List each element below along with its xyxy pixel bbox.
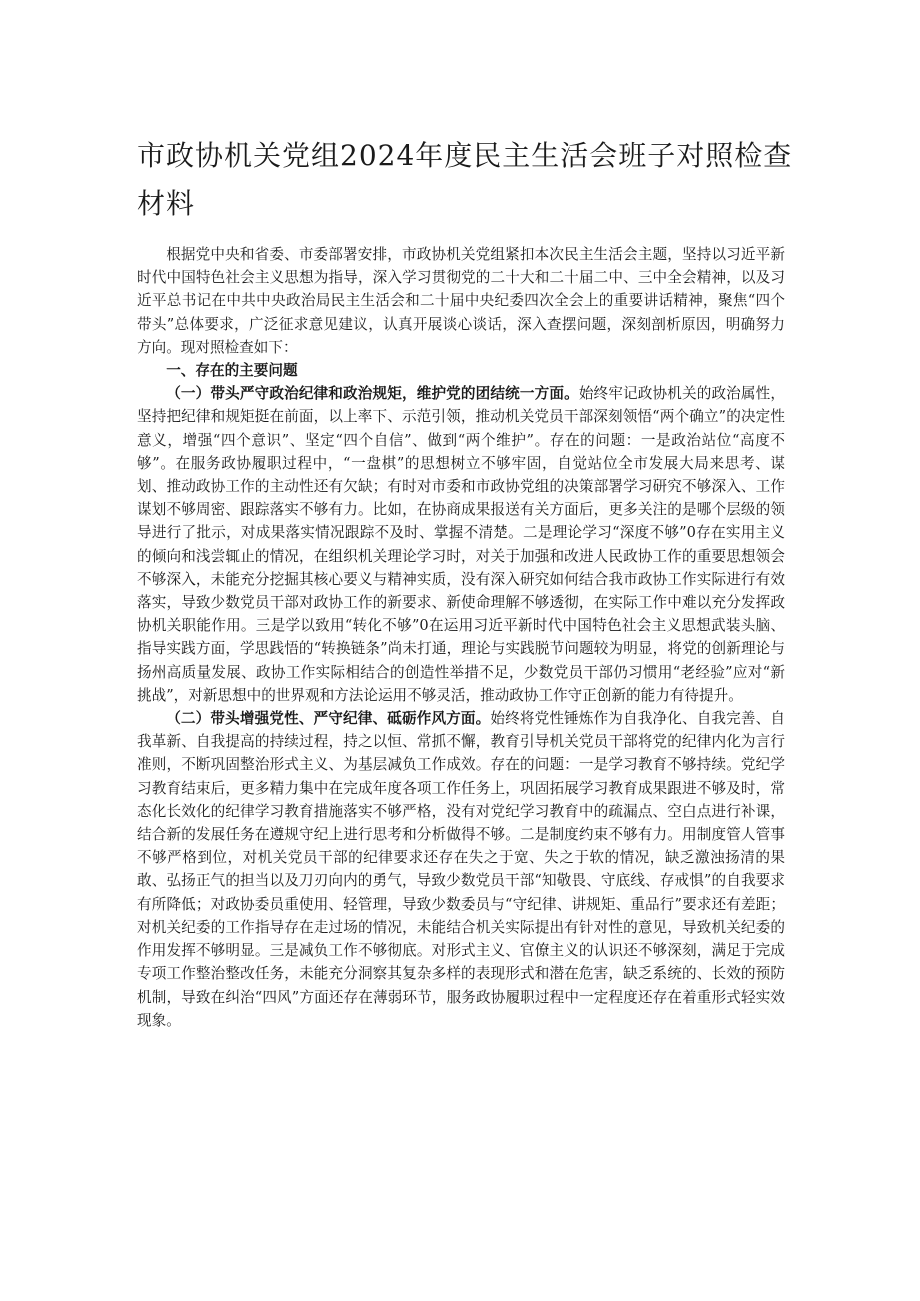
item-1-paragraph bbox=[137, 382, 785, 707]
intro-paragraph: 根据党中央和省委、市委部署安排，市政协机关党组紧扣本次民主生活会主题，坚持以习近平新时代中国特色社会主义思想为指导，深入学习贯彻党的二十大和二十届二中、三中全会精神，以及习近平总书记在中共中央政治局民主生活会和二十届中央纪委四次全会上的重要讲话精神，聚焦“四个带头”总体要求，广泛征求意见建议，认真开展谈心谈话，深入查摆问题，深刻剖析原因，明确努力方向。现对照检查如下： bbox=[137, 246, 785, 356]
item-2-paragraph bbox=[137, 707, 785, 1032]
item-2-text: 始终将党性锤炼作为自我净化、自我完善、自我革新、自我提高的持续过程，持之以恒、常抓不懈，教育引导机关党员干部将党的纪律内化为言行准则，不断巩固整治形式主义、为基层减负工作成效。存在的问题：一是学习教育不够持续。党纪学习教育结束后，更多精力集中在完成年度各项工作任务上，巩固拓展学习教育成果跟进不够及时，常态化长效化的纪律学习教育措施落实不够严格，没有对党纪学习教育中的疏漏点、空白点进行补课，结合新的发展任务在遵规守纪上进行思考和分析做得不够。二是制度约束不够有力。用制度管人管事不够严格到位，对机关党员干部的纪律要求还存在失之于宽、失之于软的情况，缺乏激浊扬清的果敢、弘扬正气的担当以及刀刃向内的勇气，导致少数党员干部“知敬畏、守底线、存戒惧”的自我要求有所降低；对政协委员重使用、轻管理，导致少数委员与“守纪律、讲规矩、重品行”要求还有差距；对机关纪委的工作指导存在走过场的情况，未能结合机关实际提出有针对性的意见，导致机关纪委的作用发挥不够明显。三是减负工作不够彻底。对形式主义、官僚主义的认识还不够深刻，满足于完成专项工作整治整改任务，未能充分洞察其复杂多样的表现形式和潜在危害，缺乏系统的、长效的预防机制，导致在纠治“四风”方面还存在薄弱环节，服务政协履职过程中一定程度还存在着重形式轻实效现象。 bbox=[137, 710, 785, 1029]
item-1-text: 始终牢记政协机关的政治属性，坚持把纪律和规矩挺在前面，以上率下、示范引领，推动机关党员干部深刻领悟“两个确立”的决定性意义，增强“四个意识”、坚定“四个自信”、做到“两个维护”。存在的问题：一是政治站位“高度不够”。在服务政协履职过程中，“一盘棋”的思想树立不够牢固，自觉站位全市发展大局来思考、谋划、推动政协工作的主动性还有欠缺；有时对市委和市政协党组的决策部署学习研究不够深入、工作谋划不够周密、跟踪落实不够有力。比如，在协商成果报送有关方面后，更多关注的是哪个层级的领导进行了批示，对成果落实情况跟踪不及时、掌握不清楚。二是理论学习“深度不够”0存在实用主义的倾向和浅尝辄止的情况，在组织机关理论学习时，对关于加强和改进人民政协工作的重要思想领会不够深入，未能充分挖掘其核心要义与精神实质，没有深入研究如何结合我市政协工作实际进行有效落实，导致少数党员干部对政协工作的新要求、新使命理解不够透彻，在实际工作中难以充分发挥政协机关职能作用。三是学以致用“转化不够”0在运用习近平新时代中国特色社会主义思想武装头脑、指导实践方面，学思践悟的“转换链条”尚未打通，理论与实践脱节问题较为明显，将党的创新理论与扬州高质量发展、政协工作实际相结合的创造性举措不足，少数党员干部仍习惯用“老经验”应对“新挑战”，对新思想中的世界观和方法论运用不够灵活，推动政协工作守正创新的能力有待提升。 bbox=[137, 385, 785, 704]
document-body bbox=[137, 243, 785, 1032]
section-heading: 一、存在的主要问题 bbox=[166, 362, 298, 380]
item-2-lead: （二）带头增强党性、严守纪律、砥砺作风方面。 bbox=[166, 710, 491, 728]
item-1-lead: （一）带头严守政治纪律和政治规矩，维护党的团结统一方面。 bbox=[166, 385, 579, 403]
document-title: 市政协机关党组2024年度民主生活会班子对照检查材料 bbox=[137, 139, 793, 220]
